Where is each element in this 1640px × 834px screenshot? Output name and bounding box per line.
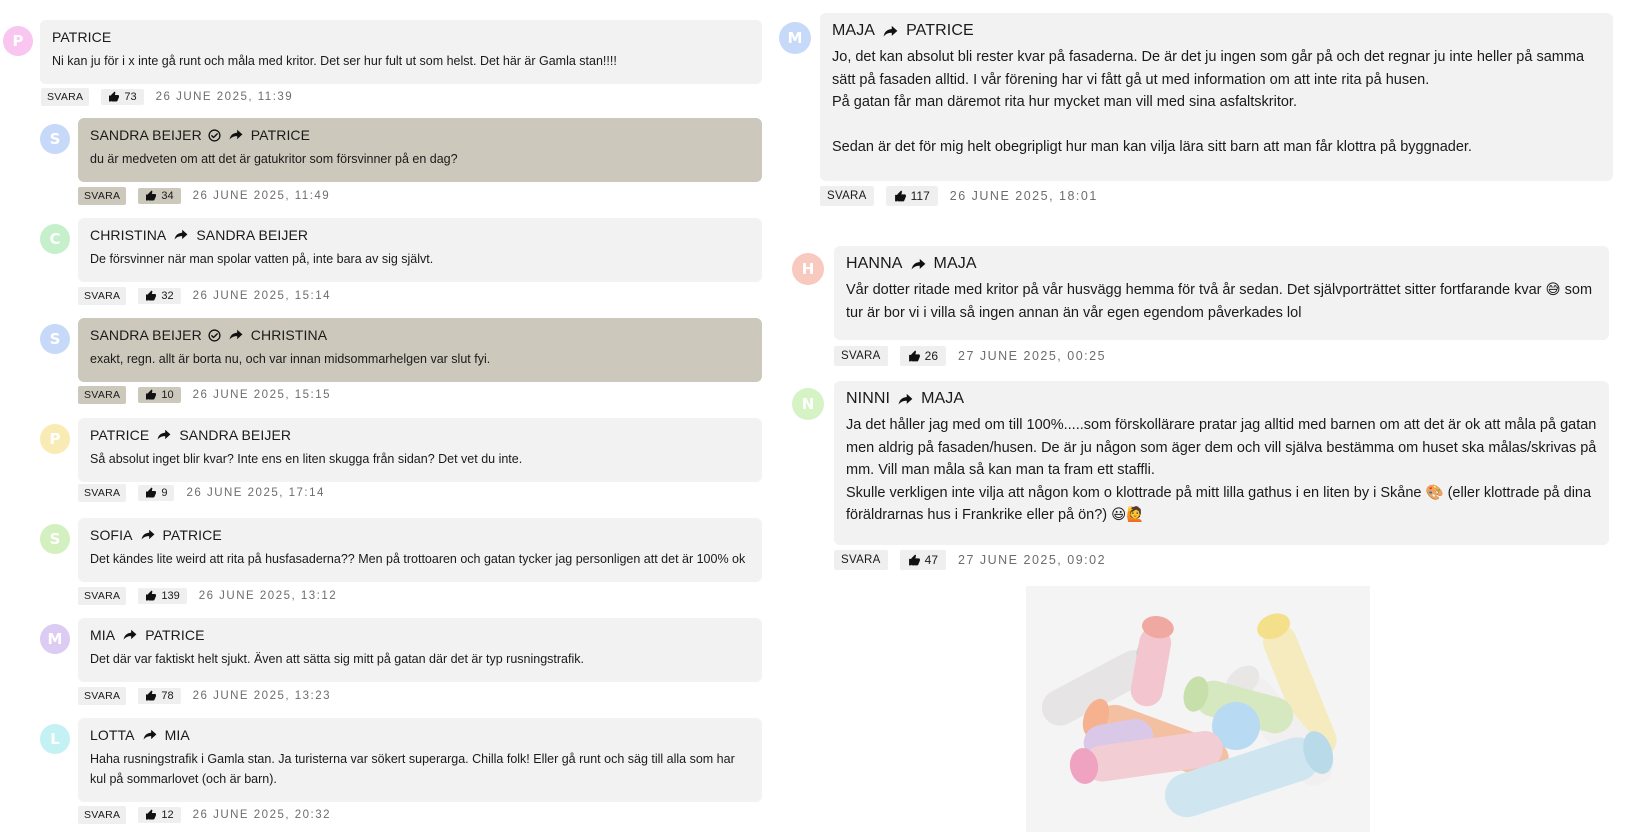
reply-button[interactable]: SVARA <box>78 386 126 404</box>
reply-to-author[interactable]: MIA <box>164 727 190 743</box>
reply-button[interactable]: SVARA <box>834 550 888 570</box>
reply-arrow-icon <box>174 229 188 241</box>
avatar: S <box>40 124 70 154</box>
like-button[interactable] <box>138 288 180 304</box>
comment-bubble <box>40 20 762 84</box>
thumbs-up-icon <box>145 590 157 602</box>
comment-date: 26 JUNE 2025, 13:12 <box>198 590 338 602</box>
comment-actions <box>78 587 337 605</box>
thumbs-up-icon <box>145 690 157 702</box>
comment-bubble <box>78 618 762 682</box>
reply-arrow-icon <box>229 129 243 141</box>
avatar: L <box>40 724 70 754</box>
thumbs-up-icon <box>145 487 157 499</box>
comment-date: 26 JUNE 2025, 15:14 <box>192 290 332 302</box>
like-button[interactable] <box>138 588 186 604</box>
avatar: P <box>40 424 70 454</box>
comment-actions <box>78 484 325 502</box>
like-count: 47 <box>924 553 938 567</box>
thumbs-up-icon <box>145 190 157 202</box>
comment-text: Haha rusningstrafik i Gamla stan. Ja turisterna var sökert superarga. Chilla folk! Eller gå runt och säg till alla som har kul på sommarlovet (och är barn). <box>90 752 735 786</box>
comment-bubble <box>834 246 1609 340</box>
comment-date: 27 JUNE 2025, 09:02 <box>958 553 1107 567</box>
like-button[interactable] <box>138 387 180 403</box>
reply-arrow-icon <box>157 429 171 441</box>
comment-author[interactable]: SOFIA <box>90 527 133 543</box>
comment-header <box>90 427 750 443</box>
like-button[interactable] <box>900 550 946 570</box>
comment-bubble <box>78 318 762 382</box>
thumbs-up-icon <box>145 389 157 401</box>
comment-date: 26 JUNE 2025, 13:23 <box>192 690 332 702</box>
reply-to-author[interactable]: SANDRA BEIJER <box>196 227 309 243</box>
like-count: 73 <box>124 91 137 103</box>
like-button[interactable] <box>138 485 174 501</box>
like-count: 26 <box>924 349 938 363</box>
like-button[interactable] <box>138 688 180 704</box>
reply-button[interactable]: SVARA <box>78 187 126 205</box>
comment-date: 26 JUNE 2025, 11:49 <box>192 190 331 202</box>
comment-header <box>90 527 750 543</box>
reply-to-author[interactable]: PATRICE <box>145 627 205 643</box>
comment-header <box>90 627 750 643</box>
reply-button[interactable]: SVARA <box>78 687 126 705</box>
thumbs-up-icon <box>108 91 120 103</box>
thumbs-up-icon <box>908 554 921 567</box>
comment-header <box>52 29 750 45</box>
thumbs-up-icon <box>145 290 157 302</box>
like-count: 78 <box>161 690 174 702</box>
comment-paragraph <box>832 114 1601 136</box>
comment-bubble <box>820 13 1613 181</box>
comment-bubble <box>78 218 762 282</box>
comment-paragraph: Sedan är det för mig helt obegripligt hur man kan vilja lära sitt barn att man får klottra på byggnader. <box>832 138 1472 155</box>
comment-bubble <box>78 518 762 582</box>
comment-text <box>832 46 1601 158</box>
comment-actions <box>78 687 331 705</box>
reply-arrow-icon <box>141 529 155 541</box>
comment-paragraph: Jo, det kan absolut bli rester kvar på fasaderna. De är det ju ingen som går på och det regnar ju inte heller på samma sätt på fasaden alltid. I vår förening har vi fått gå ut med information om att inte rita på husen. <box>832 49 1585 88</box>
reply-to-author[interactable]: PATRICE <box>250 127 311 143</box>
comment-text: Ni kan ju för i x inte gå runt och måla med kritor. Det ser hur fult ut som helst. Det här är Gamla stan!!!! <box>52 54 617 68</box>
reply-button[interactable]: SVARA <box>78 287 126 305</box>
avatar: N <box>792 388 824 420</box>
reply-arrow-icon <box>883 25 898 38</box>
reply-button[interactable]: SVARA <box>78 587 126 605</box>
comment-header <box>90 727 750 743</box>
comment-date: 26 JUNE 2025, 15:15 <box>192 389 332 401</box>
verified-icon <box>208 329 221 342</box>
verified-icon <box>208 129 221 142</box>
comment-date: 26 JUNE 2025, 11:39 <box>155 91 294 103</box>
like-count: 10 <box>161 389 174 401</box>
comment-date: 26 JUNE 2025, 20:32 <box>192 809 332 821</box>
comment-bubble <box>834 381 1609 545</box>
reply-arrow-icon <box>123 629 137 641</box>
avatar: S <box>40 324 70 354</box>
comment-text: exakt, regn. allt är borta nu, och var innan midsommarhelgen var slut fyi. <box>90 352 491 366</box>
comment-header <box>90 227 750 243</box>
comment-actions <box>78 287 331 305</box>
comment-text: Det där var faktiskt helt sjukt. Även att sätta sig mitt på gatan där det är typ rusningstrafik. <box>90 652 584 666</box>
reply-button[interactable]: SVARA <box>834 346 888 366</box>
reply-to-author[interactable]: PATRICE <box>162 527 222 543</box>
comment-text <box>846 279 1597 324</box>
comment-actions <box>820 186 1098 206</box>
comment-header <box>832 22 1601 40</box>
reply-to-author[interactable]: CHRISTINA <box>250 327 328 343</box>
reply-button[interactable]: SVARA <box>78 806 126 824</box>
comment-bubble <box>78 718 762 802</box>
comment-author[interactable]: PATRICE <box>90 427 150 443</box>
comment-bubble <box>78 418 762 482</box>
avatar: M <box>779 22 811 54</box>
comment-actions <box>834 550 1106 570</box>
like-count: 9 <box>161 487 168 499</box>
comment-paragraph: På gatan får man däremot rita hur mycket man vill med sina asfaltskritor. <box>832 94 1297 110</box>
like-count: 139 <box>161 590 180 602</box>
comment-actions <box>78 806 331 824</box>
like-count: 32 <box>161 290 174 302</box>
reply-arrow-icon <box>143 729 157 741</box>
comment-actions <box>834 346 1106 366</box>
comment-text: Det kändes lite weird att rita på husfasaderna?? Men på trottoaren och gatan tycker jag personligen att det är 100% ok <box>90 552 746 566</box>
comment-header <box>90 327 750 343</box>
like-button[interactable] <box>138 807 180 823</box>
comment-author[interactable]: SANDRA BEIJER <box>90 327 202 343</box>
reply-arrow-icon <box>229 329 243 341</box>
comment-text: Så absolut inget blir kvar? Inte ens en liten skugga från sidan? Det vet du inte. <box>90 452 523 466</box>
comment-text: De försvinner när man spolar vatten på, inte bara av sig självt. <box>90 252 434 266</box>
thumbs-up-icon <box>908 350 921 363</box>
comment-author[interactable]: NINNI <box>846 390 891 407</box>
comment-author[interactable]: MAJA <box>832 22 876 39</box>
comment-author[interactable]: PATRICE <box>52 29 112 45</box>
comment-actions <box>78 386 331 404</box>
like-button[interactable] <box>886 186 938 206</box>
comment-author[interactable]: MIA <box>90 627 116 643</box>
like-count: 117 <box>910 189 930 203</box>
comment-text <box>846 414 1597 527</box>
comment-author[interactable]: LOTTA <box>90 727 135 743</box>
reply-button[interactable]: SVARA <box>820 186 874 206</box>
reply-button[interactable]: SVARA <box>78 484 126 502</box>
avatar: M <box>40 624 70 654</box>
comment-paragraph: Skulle verkligen inte vilja att någon kom o klottrade på mitt lilla gathus i en liten by i Skåne 🎨 (eller klottrade på dina föräldrarnas hus i Frankrike eller på ön?) 😃🙋 <box>846 484 1592 523</box>
comment-text: du är medveten om att det är gatukritor som försvinner på en dag? <box>90 152 458 166</box>
like-button[interactable] <box>900 346 946 366</box>
reply-to-author[interactable]: MAJA <box>921 390 965 407</box>
comment-author[interactable]: SANDRA BEIJER <box>90 127 202 143</box>
reply-to-author[interactable]: SANDRA BEIJER <box>179 427 292 443</box>
comment-date: 26 JUNE 2025, 18:01 <box>949 189 1098 203</box>
thumbs-up-icon <box>894 190 907 203</box>
like-button[interactable] <box>138 188 180 204</box>
comment-header <box>846 390 1597 408</box>
thumbs-up-icon <box>145 809 157 821</box>
reply-arrow-icon <box>898 393 913 406</box>
comment-author[interactable]: HANNA <box>846 255 903 272</box>
comment-date: 27 JUNE 2025, 00:25 <box>958 349 1107 363</box>
avatar: S <box>40 524 70 554</box>
chalk-photo <box>1026 586 1370 832</box>
reply-to-author[interactable]: PATRICE <box>906 22 974 39</box>
comment-header <box>846 255 1597 273</box>
avatar: P <box>3 26 33 56</box>
avatar: H <box>792 253 824 285</box>
like-count: 12 <box>161 809 174 821</box>
comment-header <box>90 127 750 143</box>
comment-actions <box>41 88 293 106</box>
like-count: 34 <box>161 190 174 202</box>
comment-author[interactable]: CHRISTINA <box>90 227 167 243</box>
reply-arrow-icon <box>911 258 926 271</box>
like-button[interactable] <box>101 89 143 105</box>
comment-bubble <box>78 118 762 182</box>
avatar: C <box>40 224 70 254</box>
comment-paragraph: Vår dotter ritade med kritor på vår husvägg hemma för två år sedan. Det självporträttet sitter fortfarande kvar 😅 som tur är bor vi i villa så ingen annan än vår egen egendom påverkades lol <box>846 282 1593 321</box>
comment-date: 26 JUNE 2025, 17:14 <box>186 487 325 499</box>
comment-actions <box>78 187 330 205</box>
comment-paragraph: Ja det håller jag med om till 100%.....som förskollärare pratar jag alltid med barnen om att det är ok att måla på gatan men aldrig på fasaden/husen. De är ju någon som äger dem och vill själva bestämma om huset ska målas/skrivas på mm. Vill man måla så kan man ta fram ett staffli. <box>846 417 1597 478</box>
reply-to-author[interactable]: MAJA <box>933 255 977 272</box>
reply-button[interactable]: SVARA <box>41 88 89 106</box>
